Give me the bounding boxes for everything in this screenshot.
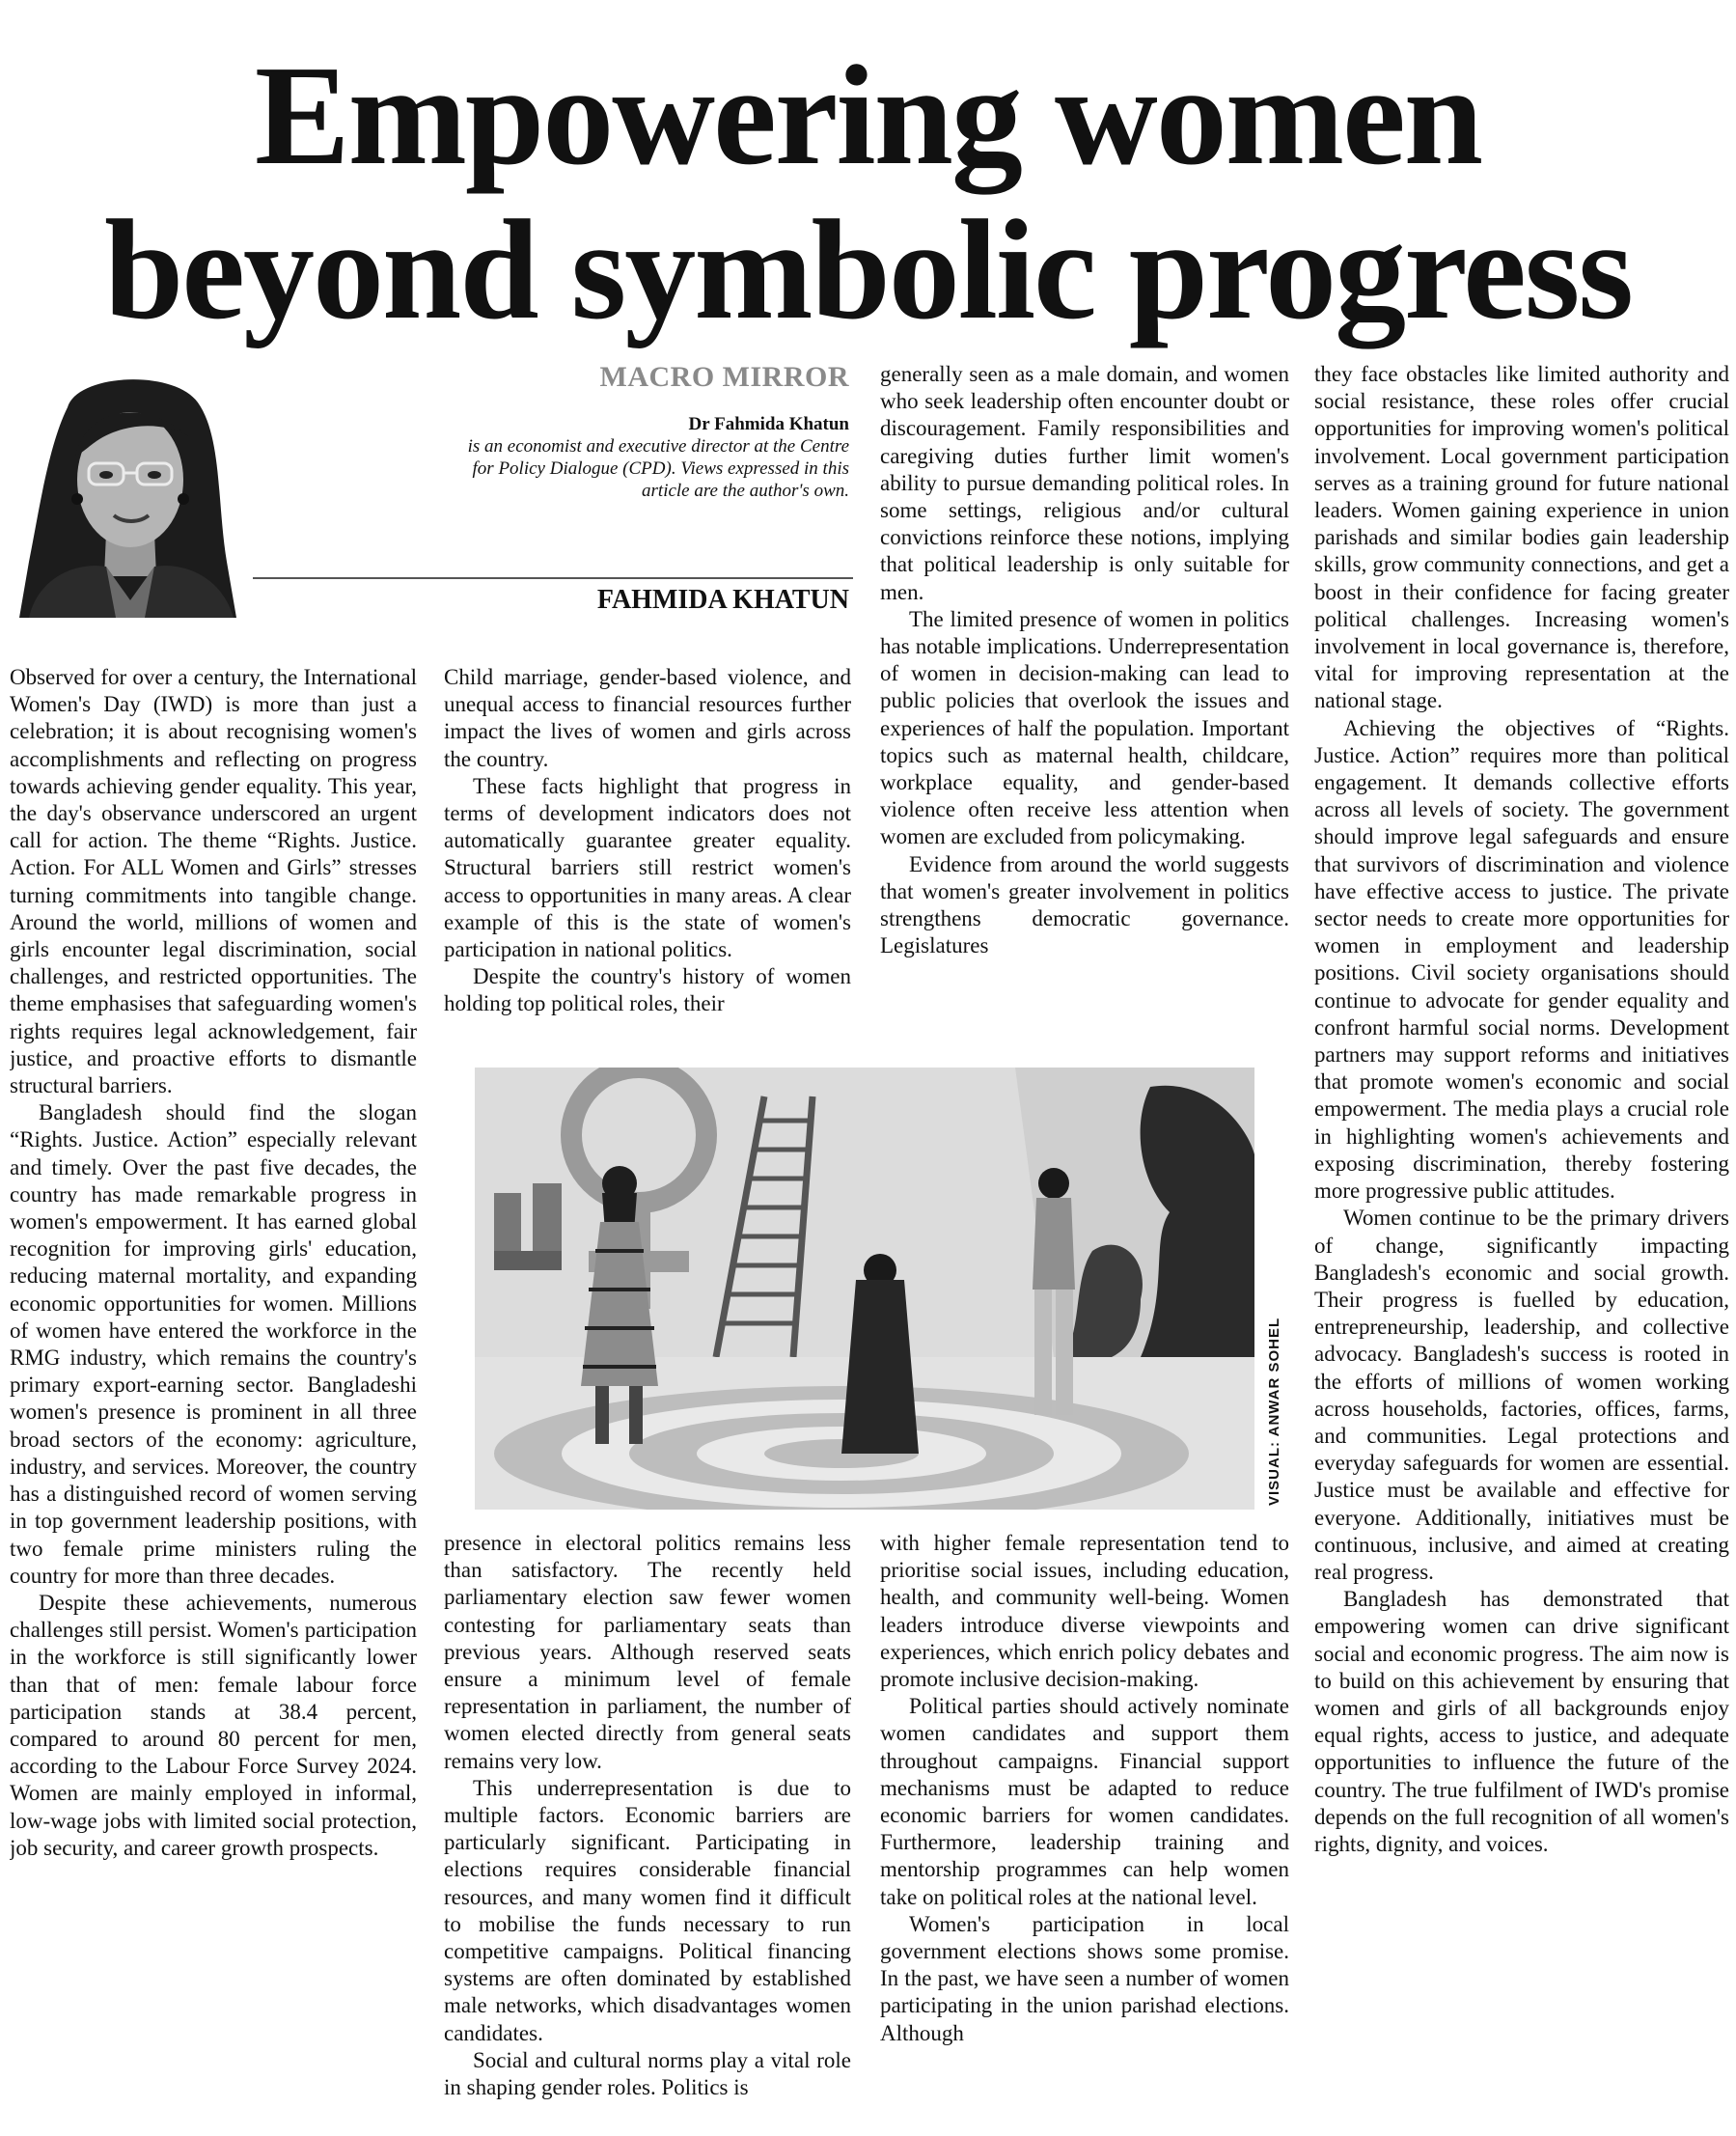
illustration-credit: VISUAL: ANWAR SOHEL (1266, 1317, 1282, 1506)
paragraph: Women continue to be the primary drivers of change, significantly impacting Bangladesh's economic and social growth. Their progress is fuelled by education, entrepreneurship, leadership, and collective advocacy. Bangladesh's success is rooted in the efforts of millions of women working across households, factories, offices, farms, and communities. Legal protections and everyday safeguards for women are essential. Justice must be available and effective for everyone. Additionally, initiatives must be continuous, inclusive, and aimed at creating real progress. (1314, 1206, 1729, 1584)
paragraph: Social and cultural norms play a vital role in shaping gender roles. Politics is (444, 2047, 851, 2100)
article-column-1 (10, 664, 417, 2126)
article-column-4 (1314, 361, 1729, 2127)
article-column-3-bottom (880, 1530, 1289, 2128)
paragraph: presence in electoral politics remains less than satisfactory. The recently held parliamentary election saw fewer women contesting for parliamentary seats than previous years. Although reserved seats ensure a minimum level of female representation in parliament, the number of women elected directly from general seats remains very low. (444, 1531, 851, 1773)
illustration (475, 1068, 1254, 1510)
paragraph: This underrepresentation is due to multiple factors. Economic barriers are particularly significant. Participating in elections requires considerable financial resources, and many women find it difficult to mobilise the funds necessary to run competitive campaigns. Political financing systems are often dominated by established male networks, which disadvantages women candidates. (444, 1775, 851, 2045)
paragraph: Observed for over a century, the International Women's Day (IWD) is more than just a celebration; it is about recognising women's accomplishments and reflecting on progress towards achieving gender equality. This year, the day's observance underscored an urgent call for action. The theme “Rights. Justice. Action. For ALL Women and Girls” stresses turning commitments into tangible change. Around the world, millions of women and girls encounter legal discrimination, social challenges, and restricted opportunities. The theme emphasises that safeguarding women's rights requires legal acknowledgement, fair justice, and proactive efforts to dismantle structural barriers. (10, 665, 417, 1098)
author-bio-text: is an economist and executive director at the Centre for Policy Dialogue (CPD). Views expressed in this article are the author's own. (467, 436, 849, 501)
column-label: MACRO MIRROR (599, 361, 849, 393)
article-column-3-top (880, 361, 1289, 1046)
author-bio-name: Dr Fahmida Khatun (688, 414, 849, 434)
paragraph: generally seen as a male domain, and women who seek leadership often encounter doubt or discouragement. Family responsibilities and caregiving duties further limit women's ability to pursue demanding political roles. In some settings, religious and/or cultural convictions reinforce these notions, implying that political leadership is only suitable for men. (880, 362, 1289, 604)
paragraph: These facts highlight that progress in terms of development indicators does not automatically guarantee greater equality. Structural barriers still restrict women's access to opportunities in many areas. A clear example of this is the state of women's participation in national politics. (444, 773, 851, 962)
paragraph: Political parties should actively nominate women candidates and support them throughout campaigns. Financial support mechanisms must be adapted to reduce economic barriers for women candidates. Furthermore, leadership training and mentorship programmes can help women take on political roles at the national level. (880, 1694, 1289, 1909)
paragraph: Achieving the objectives of “Rights. Justice. Action” requires more than political engagement. It demands collective efforts across all levels of society. The government should improve legal safeguards and ensure that survivors of discrimination and violence have effective access to justice. The private sector needs to create more opportunities for women in employment and leadership positions. Civil society organisations should continue to advocate for gender equality and confront harmful social norms. Development partners may support reforms and initiatives that promote women's economic and social empowerment. The media plays a crucial role in highlighting women's achievements and exposing discrimination, thereby fostering more progressive public attitudes. (1314, 715, 1729, 1204)
byline: FAHMIDA KHATUN (596, 585, 849, 615)
article-column-2-bottom (444, 1530, 851, 2128)
author-portrait (10, 369, 251, 620)
headline-line-1: Empowering women (254, 37, 1482, 195)
author-bio (463, 413, 849, 502)
headline-line-2: beyond symbolic progress (104, 191, 1632, 349)
paragraph: Despite these achievements, numerous challenges still persist. Women's participation in the workforce is still significantly lower than that of men: female labour force participation stands at 38.4 percent, compared to around 80 percent for men, according to the Labour Force Survey 2024. Women are mainly employed in informal, low-wage jobs with limited social protection, job security, and career growth prospects. (10, 1590, 417, 1860)
paragraph: Evidence from around the world suggests that women's greater involvement in politics strengthens democratic governance. Legislatures (880, 851, 1289, 958)
paragraph: with higher female representation tend to prioritise social issues, including education, health, and community well-being. Women leaders introduce diverse viewpoints and experiences, which enrich policy debates and promote inclusive decision-making. (880, 1531, 1289, 1692)
paragraph: Bangladesh should find the slogan “Rights. Justice. Action” especially relevant and timely. Over the past five decades, the country has made remarkable progress in women's empowerment. It has earned global recognition for improving girls' education, reducing maternal mortality, and expanding economic opportunities for women. Millions of women have entered the workforce in the RMG industry, which remains the country's primary export-earning sector. Bangladeshi women's presence is prominent in all three broad sectors of the economy: agriculture, industry, and services. Moreover, the country has a distinguished record of women serving in top government leadership positions, with two female prime ministers ruling the country for more than three decades. (10, 1100, 417, 1588)
paragraph: Child marriage, gender-based violence, and unequal access to financial resources further impact the lives of women and girls across the country. (444, 665, 851, 771)
paragraph: The limited presence of women in politics has notable implications. Underrepresentation of women in decision-making can lead to public policies that overlook the issues and experiences of half the population. Important topics such as maternal health, childcare, workplace equality, and gender-based violence often receive less attention when women are excluded from policymaking. (880, 606, 1289, 849)
headline (0, 39, 1736, 347)
paragraph: Women's participation in local government elections shows some promise. In the past, we have seen a number of women participating in the union parishad elections. Although (880, 1911, 1289, 2045)
paragraph: Despite the country's history of women holding top political roles, their (444, 964, 851, 1016)
article-column-2-top (444, 664, 851, 1046)
byline-rule (253, 577, 853, 579)
paragraph: they face obstacles like limited authority and social resistance, these roles offer crucial opportunities for improving women's political involvement. Local government participation serves as a training ground for future national leaders. Women gaining experience in union parishads and similar bodies gain leadership skills, grow community connections, and get a boost in their confidence for facing greater political challenges. Increasing women's involvement in local governance is, therefore, vital for improving representation at the national stage. (1314, 362, 1729, 713)
paragraph: Bangladesh has demonstrated that empowering women can drive significant social and economic progress. The aim now is to build on this achievement by ensuring that women and girls of all backgrounds enjoy equal rights, access to justice, and adequate opportunities to influence the future of the country. The true fulfilment of IWD's promise depends on the full recognition of all women's rights, dignity, and voices. (1314, 1587, 1729, 1856)
